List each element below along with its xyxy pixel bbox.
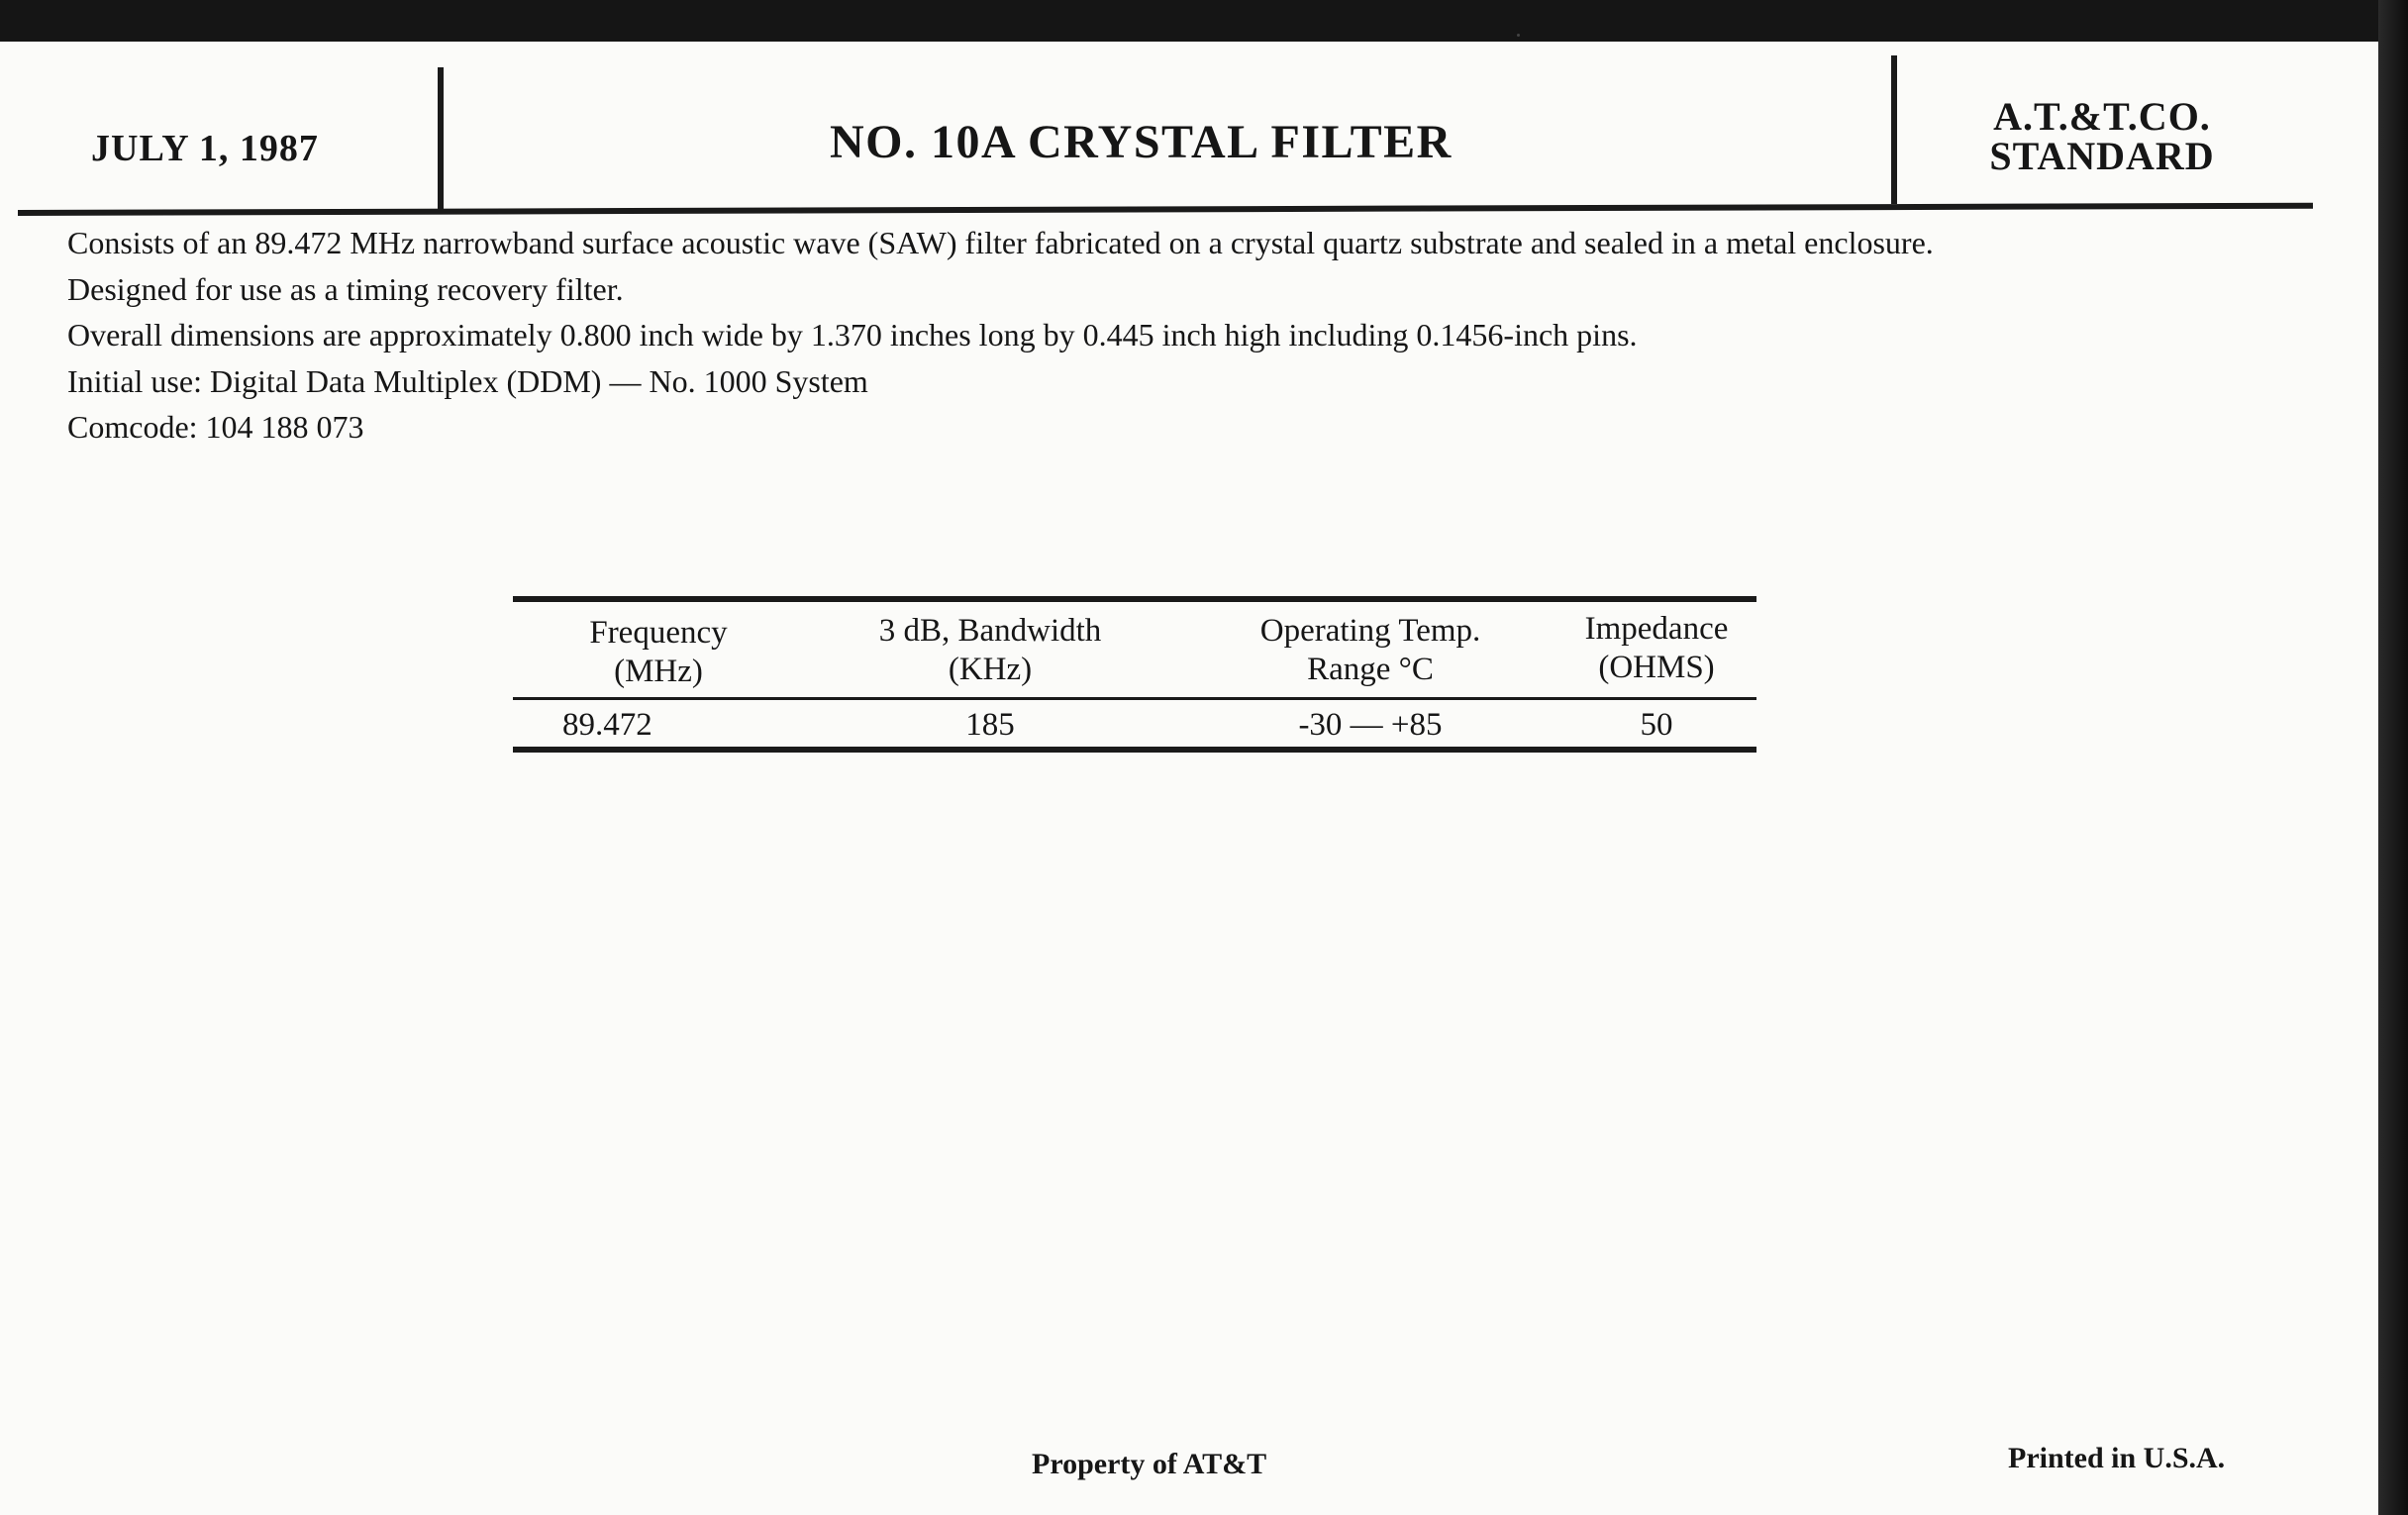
description-line: Consists of an 89.472 MHz narrowband surface acoustic wave (SAW) filter fabricated on a crystal quartz substrate and sealed in a metal enclosure.: [67, 225, 1934, 260]
table-rule-middle: [513, 697, 1756, 700]
table-cell-bandwidth: 185: [965, 707, 1015, 743]
header-line: 3 dB, Bandwidth: [878, 613, 1102, 649]
property-notice: Property of AT&T: [1032, 1448, 1267, 1480]
scan-edge: [2378, 0, 2408, 1515]
header-line: Frequency: [589, 615, 728, 651]
table-rule-bottom: [513, 747, 1756, 753]
header-line: (OHMS): [1598, 650, 1715, 685]
header-line: Operating Temp.: [1259, 613, 1481, 649]
table-cell-impedance: 50: [1640, 707, 1673, 743]
page-title: NO. 10A CRYSTAL FILTER: [830, 116, 1453, 168]
description-line: Comcode: 104 188 073: [67, 409, 364, 445]
table-cell-frequency: 89.472: [562, 707, 652, 743]
standard-label-line2: STANDARD: [1989, 134, 2215, 178]
header-line: (MHz): [614, 654, 703, 689]
header-rule: [18, 203, 2313, 216]
description-block: [67, 220, 2345, 451]
header-divider-left: [438, 67, 444, 214]
scan-speck: [1517, 34, 1520, 37]
table-header-bandwidth: [810, 612, 1170, 689]
description-line: Initial use: Digital Data Multiplex (DDM) — No. 1000 System: [67, 362, 868, 399]
header-line: Range °C: [1307, 652, 1434, 687]
standard-label-line1: A.T.&T.CO.: [1993, 94, 2211, 139]
header-line: (KHz): [948, 652, 1033, 687]
printed-notice: Printed in U.S.A.: [2008, 1442, 2226, 1474]
table-rule-top: [513, 596, 1756, 602]
table-cell-temperature: -30 — +85: [1298, 707, 1443, 743]
issue-date: JULY 1, 1987: [91, 128, 319, 169]
description-line: Designed for use as a timing recovery filter.: [67, 270, 624, 307]
standard-label: [1978, 94, 2226, 178]
table-header-impedance: [1523, 610, 1790, 687]
description-line: Overall dimensions are approximately 0.800 inch wide by 1.370 inches long by 0.445 inch high including 0.1456-inch pins.: [67, 317, 1638, 353]
table-header-temperature: [1172, 612, 1568, 689]
table-header-frequency: [525, 614, 792, 691]
standard-sheet: [0, 42, 2378, 1515]
header-line: Impedance: [1584, 611, 1729, 647]
header-divider-right: [1891, 55, 1897, 204]
